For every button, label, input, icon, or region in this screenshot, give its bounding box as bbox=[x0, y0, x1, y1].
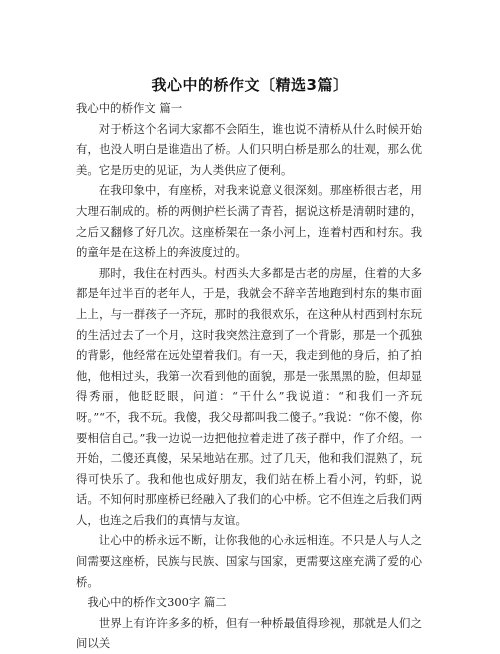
paragraph-2: 在我印象中，有座桥，对我来说意义很深刻。那座桥很古老，用大理石制成的。桥的两侧护栏长满了青苔，据说这桥是清朝时建的，之后又翻修了好几次。这座桥架在一条小河上，连着村西和村东。我的童年是在这桥上的奔波度过的。 bbox=[76, 183, 422, 260]
paragraph-1: 对于桥这个名词大家都不会陌生，谁也说不清桥从什么时候开始有，也没人明白是谁造出了桥。人们只明白桥是那么的壮观，那么优美。它是历史的见证，为人类供应了便利。 bbox=[76, 121, 422, 177]
article-body bbox=[76, 98, 422, 654]
section-heading-1: 我心中的桥作文 篇一 bbox=[76, 101, 183, 115]
page-title: 我心中的桥作文〔精选3篇〕 bbox=[151, 76, 349, 94]
paragraph-4: 让心中的桥永远不断，让你我他的心永远相连。不只是人与人之间需要这座桥，民族与民族、国家与国家，更需要这座充满了爱的心桥。 bbox=[76, 533, 422, 589]
section-heading-2: 我心中的桥作文300字 篇二 bbox=[87, 595, 227, 610]
paragraph-3: 那时，我住在村西头。村西头大多都是古老的房屋，住着的大多都是年过半百的老年人，于是，我就会不辞辛苦地跑到村东的集市面上上，与一群孩子一齐玩，那时的我很欢乐，在这种从村西到村东玩的生活过去了一个月，这时我突然注意到了一个背影，那是一个孤独的背影，他经常在远处望着我们。有一天，我走到他的身后，拍了拍他，他相过头，我第一次看到他的面貌，那是一张黑黑的脸，但却显得秀丽，他眨眨眼，问道：“干什么”我说道：“和我们一齐玩呀。”“不，我不玩。我傻，我父母都叫我二傻子。”我说：“你不傻，你要相信自己。”我一边说一边把他拉着走进了孩子群中，作了介绍。一开始，二傻还真傻，呆呆地站在那。过了几天，他和我们混熟了，玩得可快乐了。我和他也成好朋友，我们站在桥上看小河，钓虾，说话。不知何时那座桥已经融入了我们的心中桥。它不但连之后我们两人，也连之后我们的真情与友谊。 bbox=[76, 265, 422, 527]
paragraph-5: 世界上有许许多多的桥，但有一种桥最值得珍视，那就是人们之间以关 bbox=[76, 615, 422, 651]
